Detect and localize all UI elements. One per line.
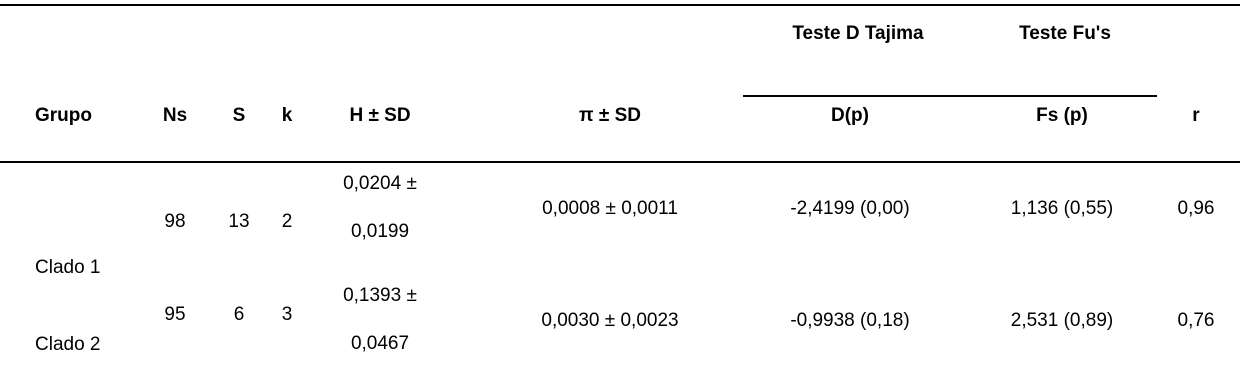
cell-r: 0,96	[1177, 198, 1215, 219]
cell-k: 3	[281, 304, 293, 325]
cell-pi: 0,0030 ± 0,0023	[541, 310, 679, 331]
header-fs-p: Fs (p)	[1036, 105, 1088, 126]
top-rule	[0, 4, 1240, 6]
header-k: k	[281, 105, 293, 126]
cell-grupo: Clado 1	[35, 257, 101, 278]
cell-s: 6	[233, 304, 245, 325]
header-pi-sd: π ± SD	[579, 105, 641, 126]
cell-ns: 95	[164, 304, 186, 325]
header-group-tajima: Teste D Tajima	[792, 23, 924, 44]
group-header-rule	[743, 95, 1157, 97]
cell-d: -2,4199 (0,00)	[790, 198, 910, 219]
header-h-sd: H ± SD	[349, 105, 411, 126]
header-bottom-rule	[0, 161, 1240, 163]
header-r: r	[1192, 105, 1200, 126]
header-group-fu: Teste Fu's	[1019, 23, 1111, 44]
cell-pi: 0,0008 ± 0,0011	[542, 198, 678, 219]
header-d-p: D(p)	[831, 105, 869, 126]
cell-h-line1: 0,0204 ±	[343, 173, 417, 194]
header-ns: Ns	[162, 105, 188, 126]
header-grupo: Grupo	[35, 105, 92, 126]
cell-h-line2: 0,0467	[350, 333, 410, 354]
cell-fs: 2,531 (0,89)	[1010, 310, 1114, 331]
cell-fs: 1,136 (0,55)	[1010, 198, 1114, 219]
cell-grupo: Clado 2	[35, 334, 101, 355]
cell-s: 13	[228, 211, 250, 232]
cell-h-line2: 0,0199	[350, 221, 410, 242]
header-s: S	[232, 105, 246, 126]
cell-k: 2	[281, 211, 293, 232]
cell-h-line1: 0,1393 ±	[343, 285, 417, 306]
cell-ns: 98	[164, 211, 186, 232]
cell-d: -0,9938 (0,18)	[790, 310, 910, 331]
cell-r: 0,76	[1177, 310, 1215, 331]
